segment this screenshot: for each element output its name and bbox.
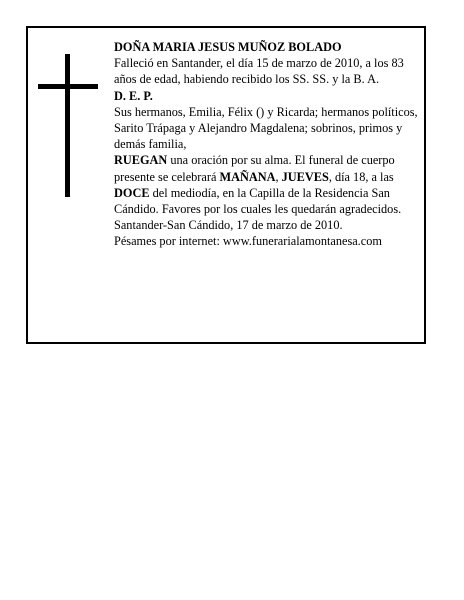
- doce-text: DOCE: [114, 185, 150, 200]
- jueves-text: JUEVES: [281, 169, 329, 184]
- ruegan-text: RUEGAN: [114, 153, 168, 168]
- manana-text: MAÑANA: [219, 169, 276, 184]
- family-list: Sus hermanos, Emilia, Félix () y Ricarda; hermanos políticos, Sarito Trápaga y Alejandro Magdalena; sobrinos, primos y demás familia,: [114, 104, 418, 152]
- condolences-line: Pésames por internet: www.funerarialamontanesa.com: [114, 234, 382, 249]
- deceased-name: DOÑA MARIA JESUS MUÑOZ BOLADO: [114, 40, 342, 54]
- cross-vertical-bar: [65, 54, 70, 197]
- obituary-text: [114, 39, 422, 250]
- funeral-notice: RUEGAN una oración por su alma. El funeral de cuerpo presente se celebrará MAÑANA, JUEVES, día 18, a las DOCE del mediodía, en la Capilla de la Residencia San Cándido. Favores por los cuales les quedarán agradecidos.: [114, 153, 402, 217]
- cross-horizontal-bar: [38, 84, 98, 89]
- death-notice: Falleció en Santander, el día 15 de marzo de 2010, a los 83 años de edad, habiendo recibido los SS. SS. y la B. A.: [114, 56, 404, 87]
- dep-heading: D. E. P.: [114, 88, 153, 103]
- place-date: Santander-San Cándido, 17 de marzo de 2010.: [114, 218, 343, 233]
